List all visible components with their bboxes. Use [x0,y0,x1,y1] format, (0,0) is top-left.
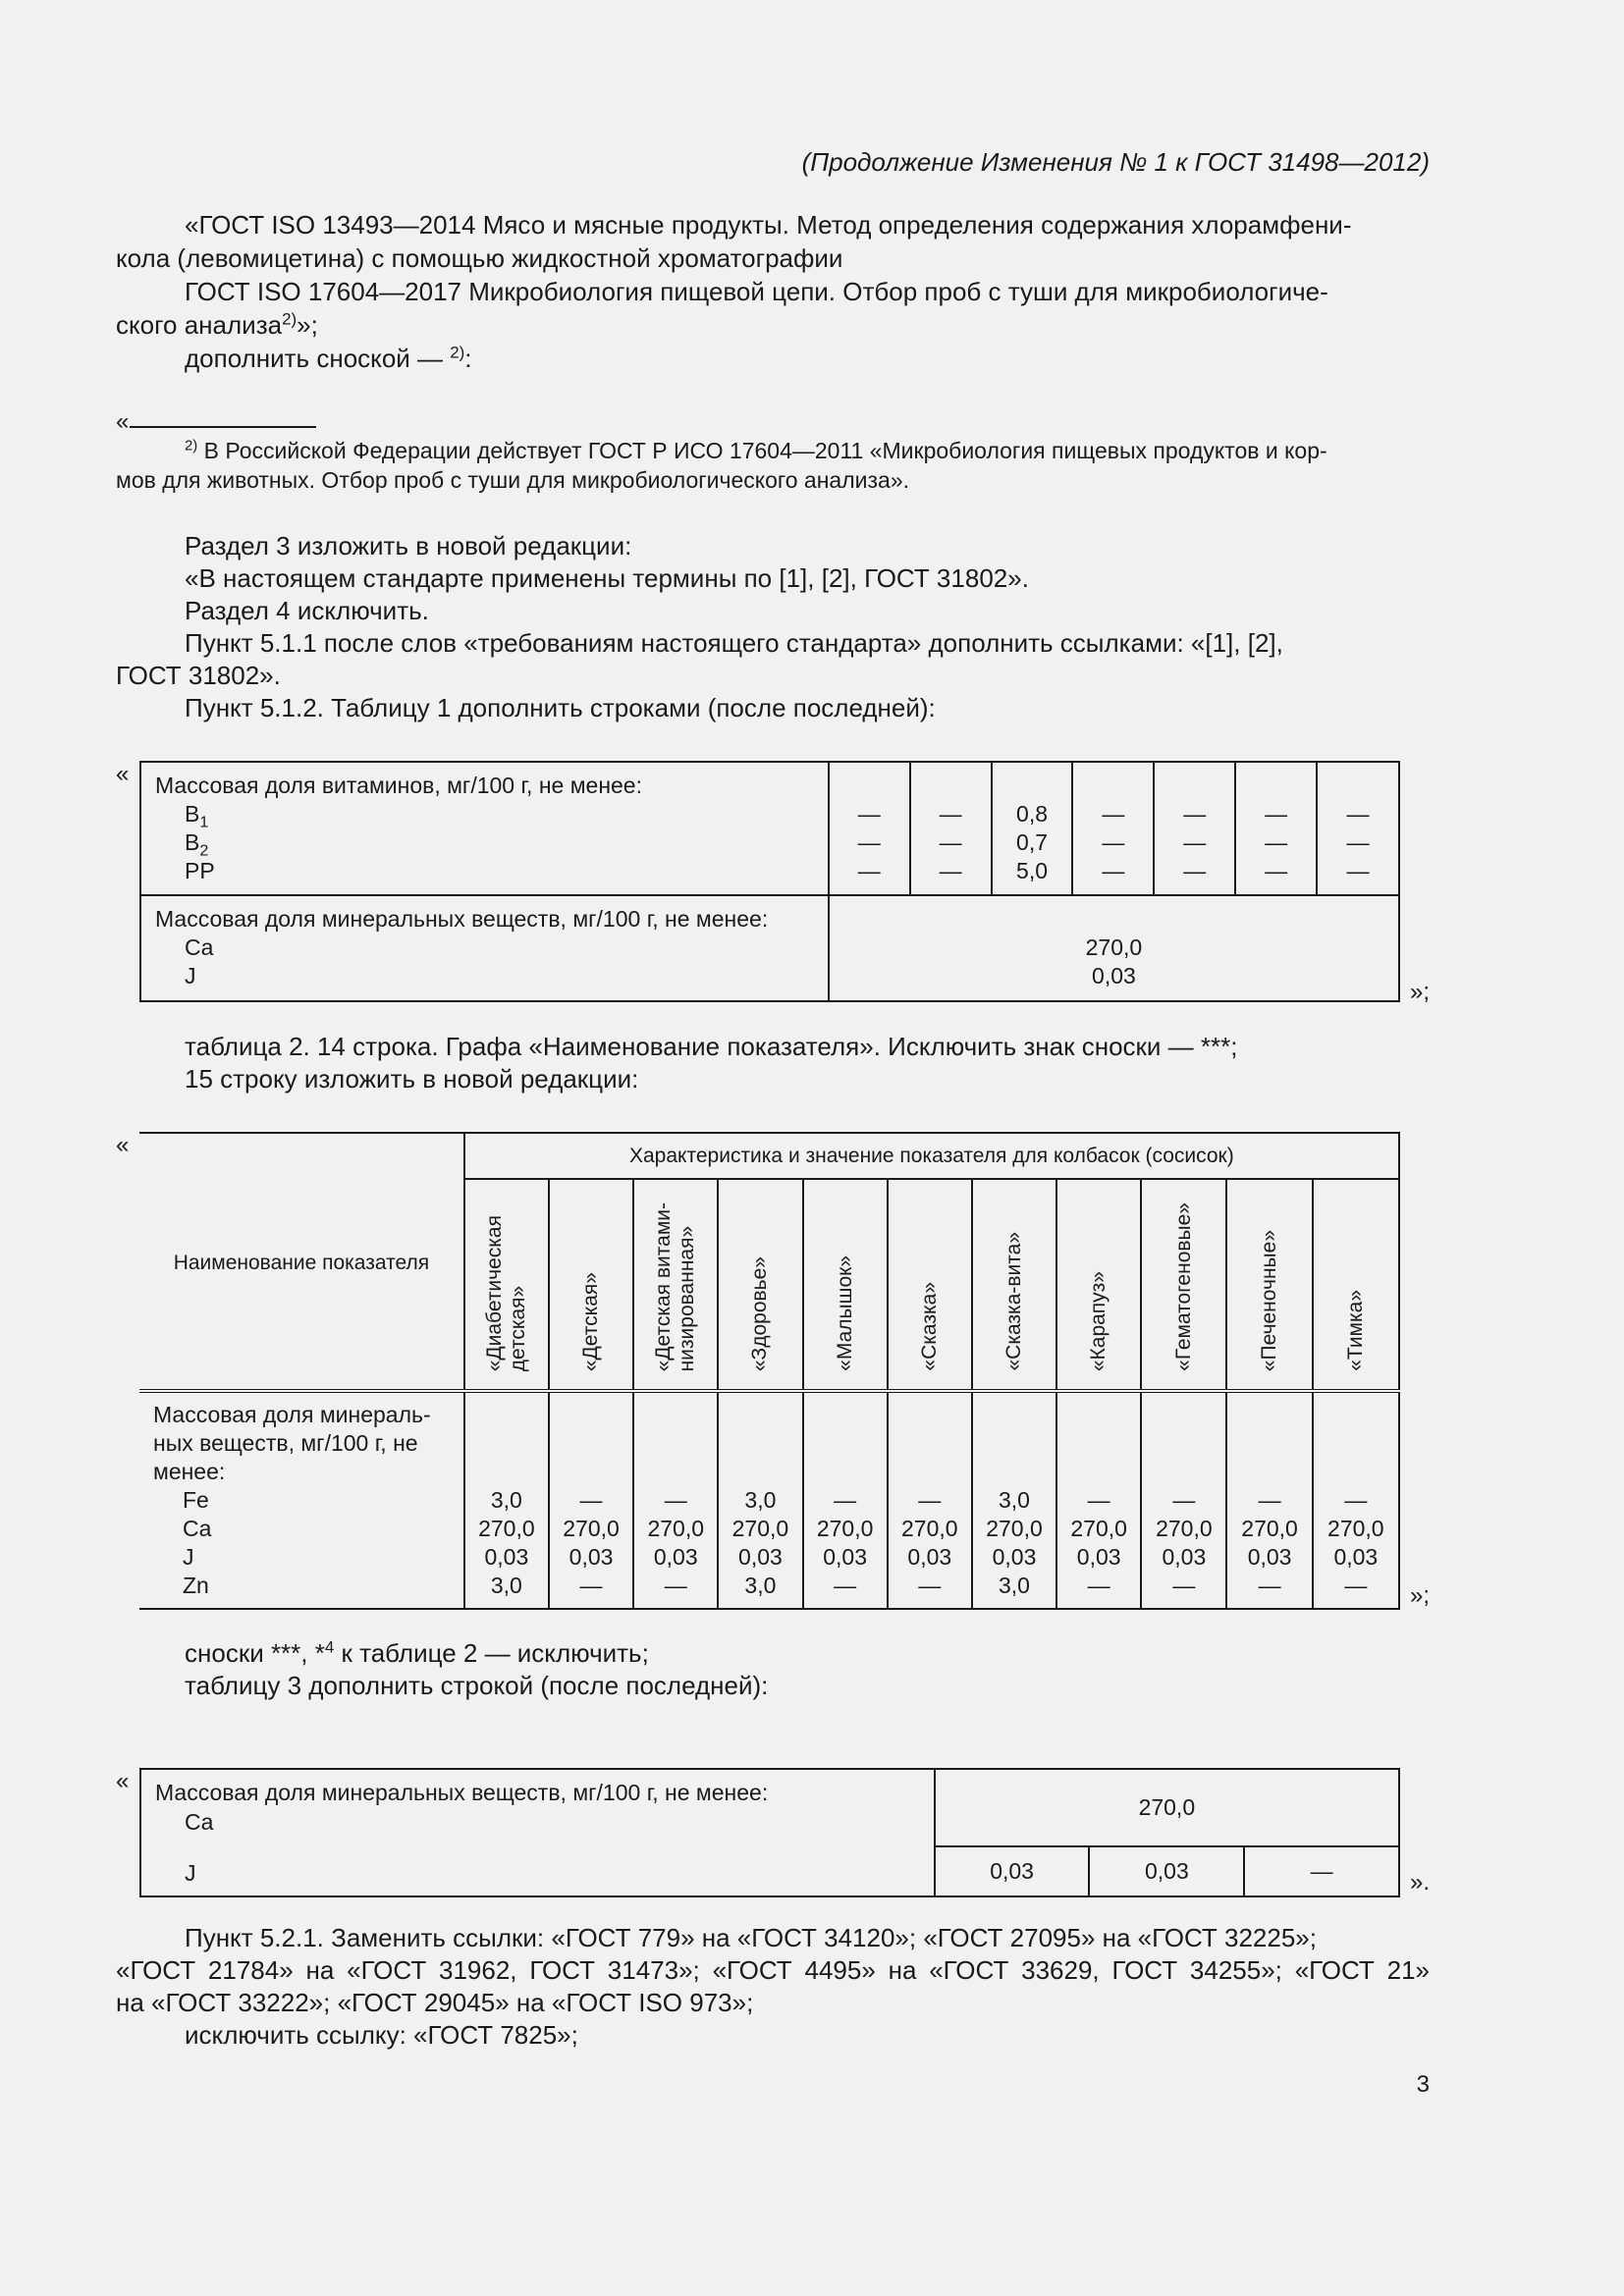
ref-line-2: кола (левомицетина) с помощью жидкостной хроматографии [116,243,843,273]
table2-col-header-liver: «Печеночные» [1226,1179,1312,1391]
table3-j-label: J [185,1860,196,1886]
table1-open-quote: « [116,761,130,787]
table2-row-label-cell [139,1391,464,1609]
table1-minerals-row [140,895,1399,1001]
footnote-rule [130,426,316,428]
table2 [139,1132,1400,1610]
para3-line-1: сноски ***, *$^4$ к таблице 2 — исключить; [185,1637,649,1668]
page-header: (Продолжение Изменения № 1 к ГОСТ 31498—2012) [801,147,1430,177]
table3-ca-value: 270,0 [935,1769,1399,1846]
vitamin-b1-label: $B_1$ [185,801,209,831]
para2-line-2: 15 строку изложить в новой редакции: [185,1064,639,1094]
table1-col-3: 0,8 0,7 5,0 [992,762,1073,895]
table1-col-5: — — — [1154,762,1235,895]
table2-col-header-zdorovye: «Здоровье» [718,1179,802,1391]
table2-row-title-1: Массовая доля минераль- [153,1402,431,1427]
table1-col-7: — — — [1317,762,1399,895]
table2-col-header-malyshok: «Малышок» [803,1179,888,1391]
table2-col-header-skazka: «Сказка» [888,1179,972,1391]
table2-values-col-11: — 270,0 0,03 — [1313,1391,1399,1609]
table2-col-header-timka: «Тимка» [1313,1179,1399,1391]
table2-label-ca: Ca [183,1516,212,1541]
table2-group-header: Характеристика и значение показателя для колбасок (сосисок) [464,1133,1399,1179]
table2-data-row [139,1391,1399,1609]
table2-label-j: J [183,1544,194,1570]
table2-col-header-vitaminized: «Детская витами- низированная» [633,1179,718,1391]
para1-line-6: Пункт 5.1.2. Таблицу 1 дополнить строками (после последней): [185,693,936,722]
table3-title: Массовая доля минеральных веществ, мг/100 г, не менее: [155,1780,769,1805]
table1-col-2: — — — [910,762,992,895]
mineral-j-value: 0,03 [1092,963,1136,988]
para4-line-3: на «ГОСТ 33222»; «ГОСТ 29045» на «ГОСТ ISO 973»; [116,1988,754,2017]
ref-line-5: дополнить сноской — $^{2)}$: [185,343,472,373]
table2-values-col-10: — 270,0 0,03 — [1226,1391,1312,1609]
table1-col-6: — — — [1235,762,1317,895]
table1-minerals-label-cell [140,895,829,1001]
mineral-j-label: J [185,963,196,988]
table1-minerals-values [829,895,1399,1001]
table3-j-value-1: 0,03 [935,1846,1090,1896]
para4-line-1: Пункт 5.2.1. Заменить ссылки: «ГОСТ 779» на «ГОСТ 34120»; «ГОСТ 27095» на «ГОСТ 32225»; [185,1923,1317,1952]
table1-close-quote: »; [1409,979,1430,1005]
table2-values-col-6: — 270,0 0,03 — [888,1391,972,1609]
table3-j-value-3: — [1244,1846,1399,1896]
para3-line-2: таблицу 3 дополнить строкой (после последней): [185,1671,769,1700]
table3-label-cell [140,1769,935,1896]
para1-line-1: Раздел 3 изложить в новой редакции: [185,531,632,561]
table2-row-title-2: ных веществ, мг/100 г, не [153,1430,418,1456]
table2-label-zn: Zn [183,1573,209,1598]
para1-line-4: Пункт 5.1.1 после слов «требованиям настоящего стандарта» дополнить ссылками: «[1], [2], [185,628,1283,658]
table2-col-header-skazka-vita: «Сказка-вита» [972,1179,1056,1391]
table1-col-1: — — — [829,762,910,895]
table3 [139,1768,1400,1897]
para4-line-2: «ГОСТ 21784» на «ГОСТ 31962, ГОСТ 31473»; «ГОСТ 4495» на «ГОСТ 33629, ГОСТ 34255»; «ГОСТ 21» [116,1955,1430,1985]
footnote-line-1: $^{2)}$ В Российской Федерации действует ГОСТ Р ИСО 17604—2011 «Микробиология пищевых продуктов и кор- [185,437,1327,463]
table1-vitamins-label-cell [140,762,829,895]
para1-line-5: ГОСТ 31802». [116,661,281,690]
table3-close-quote: ». [1409,1869,1430,1896]
table2-col-header-karapuz: «Карапуз» [1056,1179,1141,1391]
table2-open-quote: « [116,1132,130,1158]
table1-vitamins-row [140,762,1399,895]
table1-minerals-title: Массовая доля минеральных веществ, мг/100 г, не менее: [155,906,769,932]
table2-row-title-3: менее: [153,1459,226,1484]
ref-line-3: ГОСТ ISO 17604—2017 Микробиология пищевой цепи. Отбор проб с туши для микробиологиче- [185,277,1328,306]
table2-col-header-hematogen: «Гематогеновые» [1141,1179,1226,1391]
table3-ca-label: Ca [185,1809,214,1835]
table2-values-col-3: — 270,0 0,03 — [633,1391,718,1609]
mineral-ca-label: Ca [185,934,214,960]
page-number: 3 [1416,2071,1430,2098]
para4-line-4: исключить ссылку: «ГОСТ 7825»; [185,2020,578,2050]
table2-name-header: Наименование показателя [139,1133,464,1391]
para2-line-1: таблица 2. 14 строка. Графа «Наименование показателя». Исключить знак сноски — ***; [185,1032,1238,1061]
table2-values-col-8: — 270,0 0,03 — [1056,1391,1141,1609]
table2-col-header-diabetic: «Диабетическая детская» [464,1179,549,1391]
table1-vitamins-title: Массовая доля витаминов, мг/100 г, не менее: [155,773,642,798]
table2-values-col-9: — 270,0 0,03 — [1141,1391,1226,1609]
table2-label-fe: Fe [183,1487,209,1513]
table2-values-col-2: — 270,0 0,03 — [549,1391,633,1609]
footnote-line-2: мов для животных. Отбор проб с туши для микробиологического анализа». [116,467,909,493]
footnote-open-quote: « [116,408,130,435]
table3-ca-row [140,1769,1399,1846]
table2-values-col-4: 3,0 270,0 0,03 3,0 [718,1391,802,1609]
table2-close-quote: »; [1409,1582,1430,1609]
para1-line-2: «В настоящем стандарте применены термины по [1], [2], ГОСТ 31802». [185,563,1029,593]
para1-line-3: Раздел 4 исключить. [185,596,429,625]
table2-values-col-1: 3,0 270,0 0,03 3,0 [464,1391,549,1609]
vitamin-b2-label: $B_2$ [185,829,209,860]
table1-vitamin-names [155,800,814,885]
table3-j-value-2: 0,03 [1089,1846,1244,1896]
table2-values-col-5: — 270,0 0,03 — [803,1391,888,1609]
table1-col-4: — — — [1072,762,1154,895]
table3-open-quote: « [116,1768,130,1794]
table2-col-header-detskaya: «Детская» [549,1179,633,1391]
ref-line-1: «ГОСТ ISO 13493—2014 Мясо и мясные продукты. Метод определения содержания хлорамфени- [185,210,1352,240]
mineral-ca-value: 270,0 [1085,934,1143,960]
ref-line-4: ского анализа$^{2)}$»; [116,309,318,340]
table1 [139,761,1400,1002]
vitamin-pp-label: PP [185,858,215,883]
table2-group-header-row [139,1133,1399,1179]
table2-values-col-7: 3,0 270,0 0,03 3,0 [972,1391,1056,1609]
